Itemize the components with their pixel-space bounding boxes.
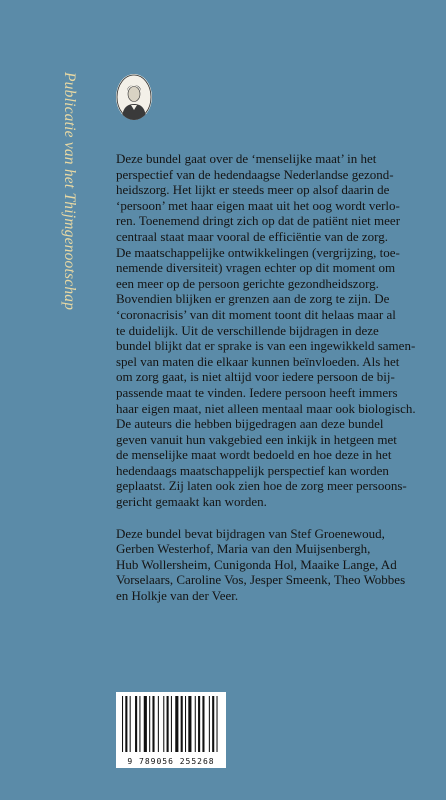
barcode-bar — [195, 696, 196, 752]
description-line: passende maat te vinden. Iedere persoon heeft immers — [116, 384, 398, 400]
barcode-bar — [167, 696, 169, 752]
description-line: De maatschappelijke ontwikkelingen (vergrijzing, toe- — [116, 244, 400, 260]
description-line: geven vanuit hun vakgebied een inkijk in hetgeen met — [116, 431, 397, 447]
portrait-icon — [116, 74, 152, 120]
description-line: perspectief van de hedendaagse Nederlandse gezond- — [116, 166, 394, 182]
description-line: Deze bundel gaat over de ‘menselijke maat’ in het — [116, 151, 377, 166]
description-line: heidszorg. Het lijkt er steeds meer op alsof daarin de — [116, 182, 390, 198]
barcode-bar — [181, 696, 183, 752]
barcode-bar — [185, 696, 186, 752]
contributors-line: Gerben Westerhof, Maria van den Muijsenbergh, — [116, 541, 371, 557]
contributors-line: Vorselaars, Caroline Vos, Jesper Smeenk, Theo Wobbes — [116, 572, 406, 588]
barcode-bar — [175, 696, 178, 752]
description-line: de menselijke maat wordt bedoeld en hoe deze in het — [116, 447, 392, 463]
barcode-bar — [130, 696, 131, 752]
description-line: Bovendien blijken er grenzen aan de zorg te zijn. De — [116, 291, 390, 307]
barcode-bar — [139, 696, 140, 752]
barcode-bar — [217, 696, 218, 752]
description-line: nemende diversiteit) vragen echter op dit moment om — [116, 260, 396, 276]
description-line: ‘persoon’ met haar eigen maat uit het oog wordt verlo- — [116, 197, 400, 213]
barcode-bar — [188, 696, 191, 752]
description-line: ren. Toenemend dringt zich op dat de patiënt niet meer — [116, 213, 401, 229]
description-line: hedendaags maatschappelijk perspectief kan worden — [116, 462, 389, 478]
description-line: spel van maten die elkaar kunnen beïnvloeden. Als het — [116, 353, 400, 369]
isbn-digits: 9 789056 255268 — [127, 757, 215, 766]
barcode-bar — [212, 696, 214, 752]
description-line: een meer op de persoon gerichte gezondheidszorg. — [116, 275, 379, 291]
barcode-bar — [152, 696, 154, 752]
barcode-bar — [163, 696, 164, 752]
barcode-bar — [125, 696, 127, 752]
description-line: gericht gemaakt kan worden. — [116, 494, 267, 510]
contributors-line: Hub Wollersheim, Cunigonda Hol, Maaike Lange, Ad — [116, 556, 397, 572]
barcode-bars — [122, 696, 220, 752]
description-line: De auteurs die hebben bijgedragen aan deze bundel — [116, 416, 384, 432]
barcode-bar — [122, 696, 123, 752]
description-line: centraal staat maar vooral de efficiëntie van de zorg. — [116, 228, 389, 244]
barcode-bar — [149, 696, 150, 752]
barcode-bar — [158, 696, 159, 752]
barcode-bar — [209, 696, 210, 752]
contributors-line: en Holkje van der Veer. — [116, 588, 239, 604]
barcode-bar — [135, 696, 137, 752]
contributors-line: Deze bundel bevat bijdragen van Stef Groenewoud, — [116, 525, 385, 541]
description-line: ‘coronacrisis’ van dit moment toont dit helaas maar al — [116, 306, 396, 322]
spine-title: Publicatie van het Thijmgenootschap — [61, 72, 78, 311]
barcode-bar — [198, 696, 200, 752]
description-text — [116, 151, 434, 604]
barcode-bar — [171, 696, 172, 752]
isbn-barcode — [116, 692, 226, 768]
description-line: geplaatst. Zij laten ook zien hoe de zorg meer persoons- — [116, 478, 407, 494]
description-line: om zorg gaat, is niet altijd voor iedere persoon de bij- — [116, 369, 395, 385]
description-line: haar eigen maat, niet alleen mentaal maar ook biologisch. — [116, 400, 416, 416]
barcode-bar — [144, 696, 147, 752]
description-line: bundel blijkt dat er sprake is van een ingewikkeld samen- — [116, 338, 416, 354]
description-line: te duidelijk. Uit de verschillende bijdragen in deze — [116, 322, 379, 338]
barcode-bar — [202, 696, 204, 752]
